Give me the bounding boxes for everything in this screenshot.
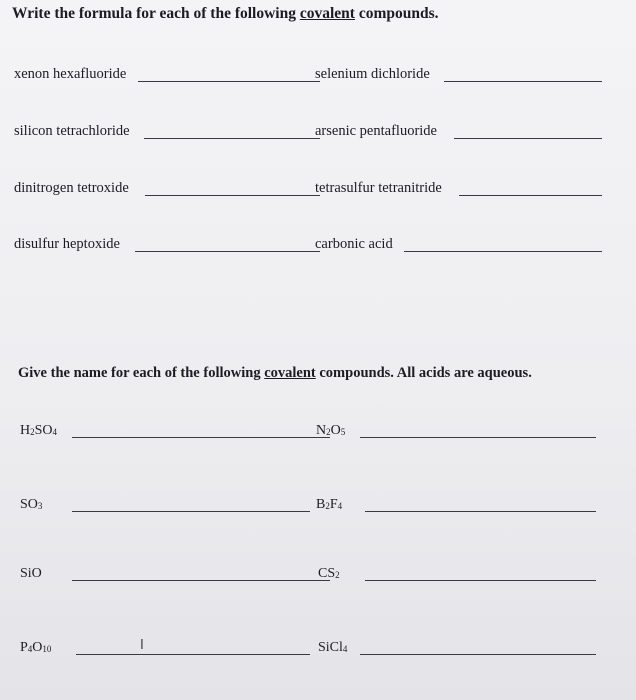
part1-heading: Write the formula for each of the following covalent compounds. [12, 5, 439, 22]
compound-name: silicon tetrachloride [14, 123, 130, 139]
part1-row [14, 177, 604, 199]
answer-blank[interactable] [404, 251, 602, 252]
answer-blank[interactable] [145, 195, 320, 196]
answer-blank[interactable] [444, 81, 602, 82]
compound-formula: $P_4O_{10}$ [20, 640, 52, 655]
answer-blank[interactable] [365, 580, 596, 581]
compound-name: disulfur heptoxide [14, 236, 120, 252]
compound-name: dinitrogen tetroxide [14, 180, 129, 196]
answer-blank[interactable] [454, 138, 602, 139]
part1-row [14, 233, 604, 255]
part2-row [20, 493, 600, 515]
compound-name: arsenic pentafluoride [315, 123, 437, 139]
answer-blank[interactable] [144, 138, 320, 139]
answer-blank[interactable] [360, 654, 596, 655]
covalent-underlined: covalent [299, 5, 355, 22]
compound-formula: SiCl$_4$ [318, 640, 348, 655]
compound-name: tetrasulfur tetranitride [315, 180, 442, 196]
answer-blank[interactable] [72, 437, 330, 438]
compound-formula: $CS_2$ [318, 566, 340, 581]
compound-name: carbonic acid [315, 236, 393, 252]
answer-blank[interactable] [135, 251, 320, 252]
compound-formula: $SO_3$ [20, 497, 43, 512]
answer-blank[interactable] [459, 195, 602, 196]
part2-row [20, 419, 600, 441]
compound-formula: $N_2O_5$ [316, 423, 346, 438]
compound-name: selenium dichloride [315, 66, 430, 82]
compound-formula: $B_2F_4$ [316, 497, 343, 512]
text-cursor-icon: I [140, 638, 144, 653]
answer-blank[interactable] [72, 511, 310, 512]
part2-heading: Give the name for each of the following covalent compounds. All acids are aqueous. [18, 365, 532, 381]
answer-blank[interactable] [360, 437, 596, 438]
part2-row [20, 636, 600, 658]
compound-formula: $H_2SO_4$ [20, 423, 58, 438]
covalent-underlined: covalent [264, 365, 316, 381]
part1-row [14, 63, 604, 85]
part1-row [14, 120, 604, 142]
part2-row [20, 562, 600, 584]
compound-formula: SiO [20, 566, 42, 581]
answer-blank[interactable] [365, 511, 596, 512]
answer-blank[interactable] [138, 81, 320, 82]
compound-name: xenon hexafluoride [14, 66, 127, 82]
answer-blank[interactable] [76, 654, 310, 655]
answer-blank[interactable] [72, 580, 330, 581]
